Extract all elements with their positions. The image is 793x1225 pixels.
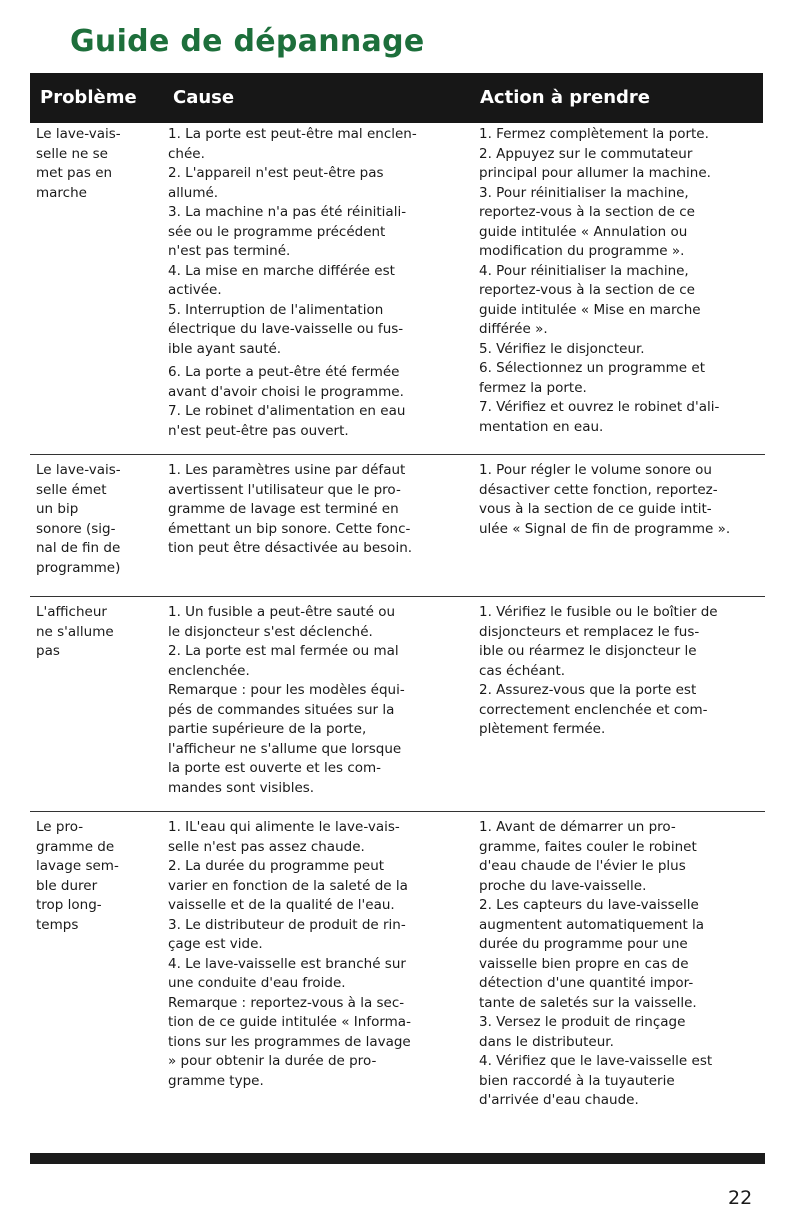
text-line: 1. Avant de démarrer un pro-	[479, 819, 676, 835]
text-line: ible ayant sauté.	[168, 340, 282, 357]
header-action: Action à prendre	[480, 87, 650, 108]
text-line: allumé.	[168, 184, 219, 201]
text-line: nal de fin de	[36, 540, 121, 556]
text-line: 1. IL'eau qui alimente le lave-vais-	[168, 819, 400, 835]
text-line: 2. La durée du programme peut	[168, 858, 385, 874]
text-line: ne s'allume	[36, 623, 114, 640]
text-line: temps	[36, 916, 79, 933]
row-2-cause	[168, 461, 454, 559]
text-line: reportez-vous à la section de ce	[479, 282, 695, 298]
row-2-probleme	[36, 461, 154, 578]
text-line: lavage sem-	[36, 858, 119, 874]
text-line: fermez la porte.	[479, 379, 587, 396]
text-line: correctement enclenchée et com-	[479, 701, 708, 718]
text-line: 1. Les paramètres usine par défaut	[168, 462, 406, 478]
text-line: » pour obtenir la durée de pro-	[168, 1053, 377, 1069]
text-line: 1. Pour régler le volume sonore ou	[479, 462, 712, 478]
text-line: gramme, faites couler le robinet	[479, 838, 697, 855]
text-line: 2. Assurez-vous que la porte est	[479, 682, 697, 698]
row-divider	[30, 811, 765, 812]
row-3-cause	[168, 603, 454, 798]
text-line: chée.	[168, 145, 205, 162]
text-line: dans le distributeur.	[479, 1033, 614, 1050]
text-line: bien raccordé à la tuyauterie	[479, 1072, 675, 1089]
text-line: 2. Les capteurs du lave-vaisselle	[479, 897, 699, 913]
text-line: d'arrivée d'eau chaude.	[479, 1092, 639, 1108]
text-line: 3. La machine n'a pas été réinitiali-	[168, 204, 407, 220]
text-line: augmentent automatiquement la	[479, 916, 705, 933]
text-line: proche du lave-vaisselle.	[479, 877, 647, 894]
text-line: selle ne se	[36, 145, 108, 162]
text-line: reportez-vous à la section de ce	[479, 204, 695, 220]
text-line: 1. Vérifiez le fusible ou le boîtier de	[479, 604, 718, 620]
text-line: trop long-	[36, 897, 102, 913]
text-line: disjoncteurs et remplacez le fus-	[479, 623, 700, 640]
table-header	[30, 73, 763, 123]
text-line: 1. La porte est peut-être mal enclen-	[168, 126, 417, 142]
text-line: vaisselle et de la qualité de l'eau.	[168, 897, 395, 913]
text-line: 3. Pour réinitialiser la machine,	[479, 184, 689, 201]
text-line: 7. Vérifiez et ouvrez le robinet d'ali-	[479, 399, 720, 415]
row-divider	[30, 454, 765, 455]
text-line: émettant un bip sonore. Cette fonc-	[168, 520, 411, 537]
text-line: un bip	[36, 501, 79, 517]
text-line: met pas en	[36, 165, 113, 181]
text-line: désactiver cette fonction, reportez-	[479, 481, 718, 498]
text-line: pés de commandes situées sur la	[168, 701, 395, 718]
text-line: guide intitulée « Annulation ou	[479, 223, 688, 240]
row-3-probleme	[36, 603, 154, 662]
text-line: Le lave-vais-	[36, 126, 121, 142]
text-line: activée.	[168, 282, 222, 298]
row-1-probleme	[36, 125, 154, 203]
text-line: Le lave-vais-	[36, 462, 121, 478]
text-line: ible ou réarmez le disjoncteur le	[479, 643, 697, 659]
page-number: 22	[728, 1187, 753, 1209]
row-4-cause	[168, 818, 454, 1091]
text-line: gramme de	[36, 838, 115, 855]
text-line: gramme de lavage est terminé en	[168, 501, 399, 517]
text-line: L'afficheur	[36, 604, 107, 620]
text-line: 4. La mise en marche différée est	[168, 262, 395, 279]
text-line: avertissent l'utilisateur que le pro-	[168, 481, 401, 498]
text-line: tion peut être désactivée au besoin.	[168, 540, 413, 556]
text-line: une conduite d'eau froide.	[168, 975, 346, 991]
row-1-cause	[168, 125, 454, 441]
text-line: n'est peut-être pas ouvert.	[168, 422, 349, 439]
text-line: enclenchée.	[168, 662, 250, 679]
text-line: principal pour allumer la machine.	[479, 165, 711, 181]
text-line: 6. Sélectionnez un programme et	[479, 360, 705, 376]
row-4-probleme	[36, 818, 154, 935]
text-line: 4. Vérifiez que le lave-vaisselle est	[479, 1053, 713, 1069]
text-line: programme)	[36, 559, 121, 576]
row-3-action	[479, 603, 763, 740]
text-line: d'eau chaude de l'évier le plus	[479, 858, 686, 874]
text-line: tante de saletés sur la vaisselle.	[479, 994, 697, 1011]
text-line: 6. La porte a peut-être été fermée	[168, 364, 400, 380]
text-line: avant d'avoir choisi le programme.	[168, 383, 404, 400]
text-line: durée du programme pour une	[479, 936, 688, 952]
text-line: gramme type.	[168, 1072, 264, 1089]
text-line: 2. Appuyez sur le commutateur	[479, 145, 693, 162]
header-cause: Cause	[173, 87, 235, 108]
header-probleme: Problème	[40, 87, 137, 108]
text-line: Le pro-	[36, 819, 84, 835]
text-line: détection d'une quantité impor-	[479, 975, 694, 991]
text-line: vaisselle bien propre en cas de	[479, 955, 689, 972]
row-1-action	[479, 125, 763, 437]
text-line: n'est pas terminé.	[168, 243, 291, 259]
text-line: 3. Versez le produit de rinçage	[479, 1014, 686, 1030]
text-line: partie supérieure de la porte,	[168, 721, 367, 737]
text-line: 5. Interruption de l'alimentation	[168, 301, 384, 318]
text-line: 2. La porte est mal fermée ou mal	[168, 643, 399, 659]
text-line: vous à la section de ce guide intit-	[479, 501, 712, 517]
text-line: 2. L'appareil n'est peut-être pas	[168, 165, 384, 181]
text-line: plètement fermée.	[479, 721, 606, 737]
text-line: 7. Le robinet d'alimentation en eau	[168, 403, 406, 419]
text-line: électrique du lave-vaisselle ou fus-	[168, 321, 404, 337]
page-title: Guide de dépannage	[70, 24, 425, 59]
text-line: cas échéant.	[479, 662, 566, 679]
text-line: selle n'est pas assez chaude.	[168, 838, 365, 855]
text-line: tions sur les programmes de lavage	[168, 1033, 411, 1050]
row-4-action	[479, 818, 763, 1111]
text-line: Remarque : reportez-vous à la sec-	[168, 994, 405, 1011]
text-line: mandes sont visibles.	[168, 779, 315, 796]
text-line: pas	[36, 643, 60, 659]
text-line: 1. Un fusible a peut-être sauté ou	[168, 604, 396, 620]
text-line: 3. Le distributeur de produit de rin-	[168, 916, 406, 933]
text-line: mentation en eau.	[479, 418, 604, 435]
text-line: tion de ce guide intitulée « Informa-	[168, 1014, 411, 1030]
text-line: Remarque : pour les modèles équi-	[168, 682, 405, 698]
text-line: 1. Fermez complètement la porte.	[479, 126, 709, 142]
text-line: différée ».	[479, 321, 548, 337]
text-line: sée ou le programme précédent	[168, 223, 386, 240]
text-line: la porte est ouverte et les com-	[168, 760, 382, 776]
text-line: ble durer	[36, 877, 98, 894]
text-line: 4. Pour réinitialiser la machine,	[479, 262, 689, 279]
text-line: varier en fonction de la saleté de la	[168, 877, 408, 894]
row-2-action	[479, 461, 763, 539]
text-line: modification du programme ».	[479, 243, 685, 259]
text-line: 4. Le lave-vaisselle est branché sur	[168, 955, 406, 972]
text-line: 5. Vérifiez le disjoncteur.	[479, 340, 645, 357]
text-line: selle émet	[36, 481, 107, 498]
text-line: ulée « Signal de fin de programme ».	[479, 520, 731, 537]
text-line: guide intitulée « Mise en marche	[479, 301, 701, 318]
text-line: çage est vide.	[168, 936, 263, 952]
text-line: l'afficheur ne s'allume que lorsque	[168, 740, 402, 757]
table-bottom-bar	[30, 1153, 765, 1164]
text-line: le disjoncteur s'est déclenché.	[168, 623, 373, 640]
text-line: sonore (sig-	[36, 520, 116, 537]
row-divider	[30, 596, 765, 597]
text-line: marche	[36, 184, 87, 201]
